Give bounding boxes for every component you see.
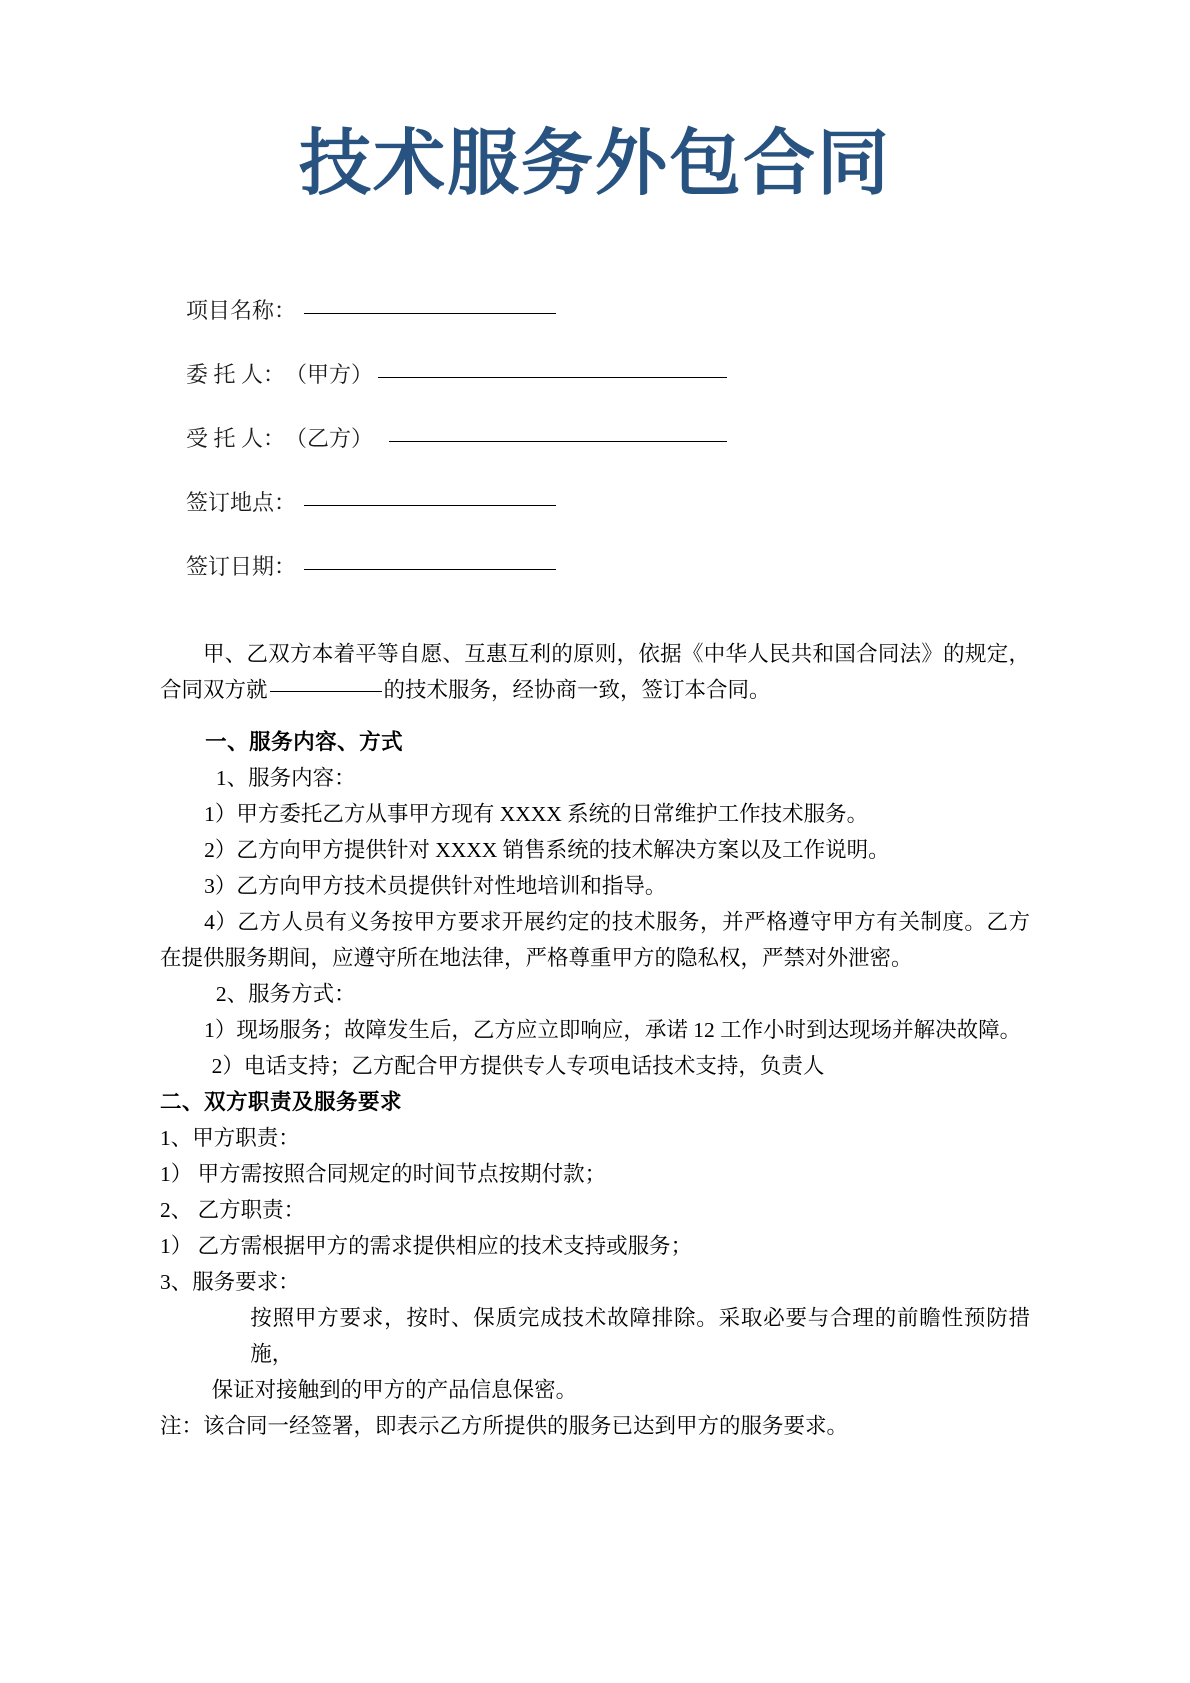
section-two-party-b-heading: 2、 乙方职责： [160, 1198, 306, 1222]
contractor-party-tag: （乙方） [285, 426, 374, 451]
form-row-client [186, 364, 1046, 386]
section-two-service-requirements-body-line-1: 按照甲方要求，按时、保质完成技术故障排除。采取必要与合理的前瞻性预防措施， [250, 1306, 1030, 1366]
contractor-label: 受 托 人： [186, 426, 286, 451]
section-two-service-requirements-heading: 3、服务要求： [160, 1270, 300, 1294]
section-two-heading: 二、双方职责及服务要求 [160, 1090, 403, 1114]
client-party-tag: （甲方） [285, 362, 374, 387]
section-one-item-4: 4）乙方人员有义务按甲方要求开展约定的技术服务，并严格遵守甲方有关制度。乙方在提供服务期间，应遵守所在地法律，严格尊重甲方的隐私权，严禁对外泄密。 [160, 910, 1030, 970]
form-row-project-name [186, 300, 1046, 322]
sign-date-input-rule[interactable] [304, 569, 556, 570]
client-label: 委 托 人： [186, 362, 286, 387]
section-one-sub2-heading: 2、服务方式： [215, 982, 356, 1006]
contract-form-fields [186, 300, 1046, 620]
intro-part-one: 甲、乙双方本着平等自愿、互惠互利的原则，依据《中华人民共和国合同法》的规定，合同双方就 [160, 642, 1030, 702]
intro-part-two: 的技术服务，经协商一致，签订本合同。 [383, 678, 771, 702]
section-two-service-requirements-body-line-2: 保证对接触到的甲方的产品信息保密。 [211, 1378, 578, 1402]
section-one-item-onsite-service: 1）现场服务；故障发生后，乙方应立即响应，承诺 12 工作小时到达现场并解决故障。 [204, 1018, 1022, 1042]
form-row-sign-place [186, 492, 1046, 514]
contractor-input-rule[interactable] [389, 441, 727, 442]
sign-date-label: 签订日期： [186, 554, 297, 579]
page-title: 技术服务外包合同 [298, 124, 891, 204]
section-one-sub1-heading: 1、服务内容： [215, 766, 356, 790]
sign-place-label: 签订地点： [186, 490, 297, 515]
sign-place-input-rule[interactable] [304, 505, 556, 506]
contract-body [160, 636, 1030, 1444]
section-one-heading: 一、服务内容、方式 [205, 730, 404, 754]
form-row-sign-date [186, 556, 1046, 578]
section-two-party-a-heading: 1、甲方职责： [160, 1126, 300, 1150]
section-two-party-a-item-1: 1） 甲方需按照合同规定的时间节点按期付款； [160, 1162, 607, 1186]
section-one-item-2: 2）乙方向甲方提供针对 XXXX 销售系统的技术解决方案以及工作说明。 [204, 838, 890, 862]
client-input-rule[interactable] [378, 377, 727, 378]
project-name-label: 项目名称： [186, 298, 297, 323]
section-one-item-3: 3）乙方向甲方技术员提供针对性地培训和指导。 [204, 874, 667, 898]
section-two-party-b-item-1: 1） 乙方需根据甲方的需求提供相应的技术支持或服务； [160, 1234, 693, 1258]
intro-blank-rule[interactable] [270, 691, 382, 692]
contract-note: 注：该合同一经签署，即表示乙方所提供的服务已达到甲方的服务要求。 [160, 1414, 849, 1438]
section-one-item-phone-support: 2）电话支持；乙方配合甲方提供专人专项电话技术支持，负责人 [211, 1054, 825, 1078]
section-one-item-1: 1）甲方委托乙方从事甲方现有 XXXX 系统的日常维护工作技术服务。 [204, 802, 869, 826]
intro-paragraph [160, 636, 1030, 708]
form-row-contractor [186, 428, 1046, 450]
project-name-input-rule[interactable] [304, 313, 556, 314]
